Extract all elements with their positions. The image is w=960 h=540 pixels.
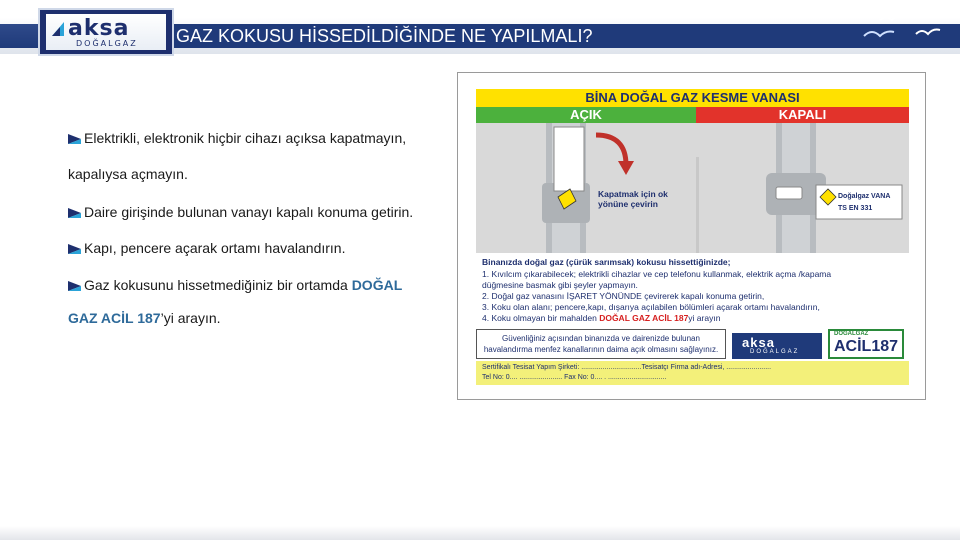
aksa-logo-small	[732, 333, 822, 359]
logo-mark-icon	[52, 22, 64, 36]
valve-tag: Doğalgaz VANA	[838, 193, 891, 200]
bullet-icon	[68, 244, 81, 254]
footer-band	[0, 526, 960, 540]
installer-line: Sertifikalı Tesisat Yapım Şirketi: ...............................Tesisatçı Firma adı-Adresi, .......................	[482, 364, 772, 371]
instruction-step-text: 4. Koku olmayan bir mahalden	[482, 313, 600, 323]
logo-wordmark: aksa	[742, 335, 775, 350]
list-item-text: Kapı, pencere açarak ortamı havalandırın.	[84, 240, 346, 256]
emergency-highlight: DOĞAL	[351, 277, 403, 293]
bullet-icon	[68, 281, 81, 291]
open-label: AÇIK	[476, 107, 696, 123]
closed-label: KAPALI	[696, 107, 909, 123]
list-item	[68, 204, 413, 220]
list-item	[68, 277, 402, 293]
illustration-title: BİNA DOĞAL GAZ KESME VANASI	[476, 89, 909, 107]
contact-line: Tel No: 0.... ...................... Fax No: 0.... . ..............................	[482, 374, 667, 381]
badge-number: ACİL187	[834, 338, 899, 355]
emergency-line: DOĞAL GAZ ACİL 187	[599, 313, 689, 323]
aksa-logo	[38, 8, 174, 56]
list-item	[68, 130, 406, 146]
logo-subtitle: DOĞALGAZ	[750, 349, 800, 355]
emergency-187-badge	[828, 329, 904, 359]
seagulls-icon	[820, 0, 960, 60]
ventilation-notice: Güvenliğiniz açısından binanızda ve dairenizde bulunan havalandırma menfez kanallarının daima açık olmasını sağlayınız.	[476, 329, 726, 359]
list-item-text: kapalıysa açmayın.	[68, 166, 188, 182]
instruction-step: 3. Koku olan alanı; pencere,kapı, dışarıya açılabilen bölümleri açarak ortamı havalandırın,	[482, 302, 820, 312]
valve-standard: TS EN 331	[838, 205, 873, 212]
instruction-step: 2. Doğal gaz vanasını İŞARET YÖNÜNDE çevirerek kapalı konuma getirin,	[482, 291, 765, 301]
list-item-text: ’yi arayın.	[160, 310, 221, 326]
list-item-text: Elektrikli, elektronik hiçbir cihazı açıksa kapatmayın,	[84, 130, 407, 146]
list-item-continuation	[68, 310, 221, 326]
arrow-instruction: Kapatmak için ok yönüne çevirin	[598, 189, 668, 209]
installer-footer	[476, 361, 909, 385]
instruction-step-text: yi arayın	[688, 313, 721, 323]
emergency-number: GAZ ACİL 187	[68, 310, 161, 326]
list-item	[68, 240, 345, 256]
logo-panel	[46, 14, 166, 50]
valve-illustration-frame	[457, 72, 926, 400]
instruction-step: düğmesine basmak gibi şeyler yapmayın.	[482, 280, 638, 290]
safety-instructions	[476, 253, 909, 329]
valve-drawing-icon	[476, 123, 909, 253]
valve-photo	[476, 123, 909, 253]
bullet-icon	[68, 134, 81, 144]
instructions-heading: Binanızda doğal gaz (çürük sarımsak) kokusu hissettiğinizde;	[482, 257, 731, 267]
logo-wordmark: aksa	[68, 16, 130, 41]
page-title: GAZ KOKUSU HİSSEDİLDİĞİNDE NE YAPILMALI?	[176, 26, 593, 46]
list-item-text: Daire girişinde bulunan vanayı kapalı konuma getirin.	[84, 204, 414, 220]
instruction-step	[482, 313, 720, 323]
bullet-icon	[68, 208, 81, 218]
list-item-text: Gaz kokusunu hissetmediğiniz bir ortamda	[84, 277, 352, 293]
list-item-continuation	[68, 166, 188, 182]
valve-illustration	[476, 89, 909, 385]
badge-label: DOĞALGAZ	[834, 331, 869, 337]
instruction-step: 1. Kıvılcım çıkarabilecek; elektrikli cihazlar ve cep telefonu kullanmak, elektrik açma /kapama	[482, 269, 832, 279]
logo-subtitle: DOĞALGAZ	[76, 39, 138, 48]
